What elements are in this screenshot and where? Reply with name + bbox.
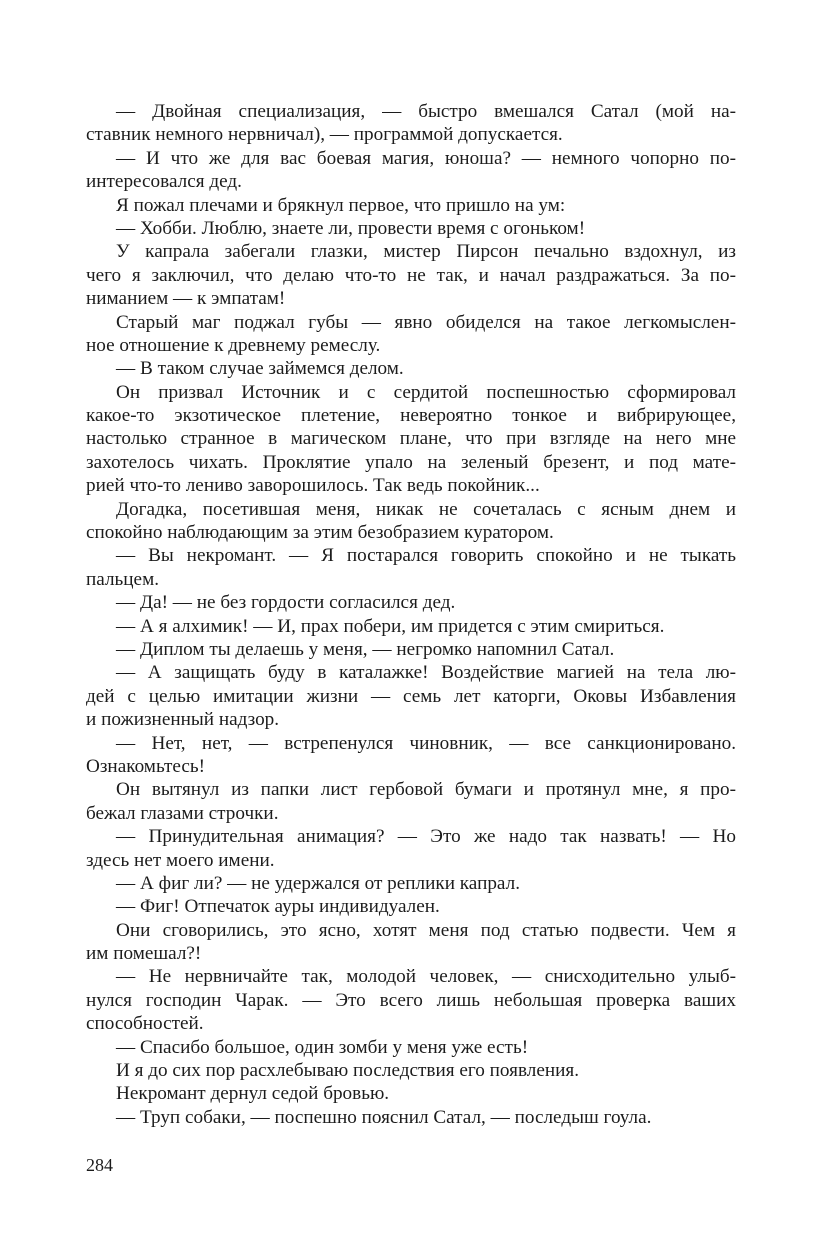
text-line: нулся господин Чарак. — Это всего лишь небольшая проверка ваших [86, 989, 736, 1011]
text-line: — Двойная специализация, — быстро вмешался Сатал (мой на- [116, 101, 736, 122]
text-line: Некромант дернул седой бровью. [116, 1083, 390, 1105]
text-line: здесь нет моего имени. [86, 849, 275, 871]
text-line: — Принудительная анимация? — Это же надо так назвать! — Но [116, 826, 736, 848]
text-line: — Хобби. Люблю, знаете ли, провести время с огоньком! [116, 217, 586, 239]
text-line: — Вы некромант. — Я постарался говорить спокойно и не тыкать [116, 545, 736, 567]
text-line: Догадка, посетившая меня, никак не сочеталась с ясным днем и [116, 498, 736, 520]
text-line: — А фиг ли? — не удержался от реплики капрал. [116, 872, 520, 894]
text-line: им помешал?! [86, 943, 202, 965]
text-line: — Спасибо большое, один зомби у меня уже есть! [116, 1036, 529, 1058]
text-line: У капрала забегали глазки, мистер Пирсон печально вздохнул, из [116, 241, 736, 263]
text-line: Ознакомьтесь! [86, 755, 205, 777]
text-line: ставник немного нервничал), — программой допускается. [86, 124, 563, 146]
text-line: — Труп собаки, — поспешно пояснил Сатал, — последыш гоула. [116, 1106, 652, 1128]
text-line: какое-то экзотическое плетение, невероятно тонкое и вибрирующее, [86, 405, 736, 427]
text-line: Старый маг поджал губы — явно обиделся на такое легкомыслен- [116, 311, 736, 333]
text-line: И я до сих пор расхлебываю последствия его появления. [116, 1060, 580, 1082]
text-line: бежал глазами строчки. [86, 802, 279, 824]
text-line: — Не нервничайте так, молодой человек, — снисходительно улыб- [116, 966, 736, 988]
text-line: дей с целью имитации жизни — семь лет каторги, Оковы Избавления [86, 685, 736, 707]
text-line: настолько странное в магическом плане, что при взгляде на него мне [86, 428, 736, 450]
text-line: Они сговорились, это ясно, хотят меня под статью подвести. Чем я [116, 919, 736, 941]
text-line: — Нет, нет, — встрепенулся чиновник, — все санкционировано. [116, 732, 736, 754]
text-line: — И что же для вас боевая магия, юноша? — немного чопорно по- [116, 147, 736, 169]
text-line: Я пожал плечами и брякнул первое, что пришло на ум: [116, 194, 566, 216]
text-line: — Диплом ты делаешь у меня, — негромко напомнил Сатал. [116, 638, 615, 660]
page-number: 284 [86, 1155, 113, 1175]
text-line: — Да! — не без гордости согласился дед. [116, 592, 456, 614]
text-line: и пожизненный надзор. [86, 709, 280, 731]
text-line: рией что-то лениво заворошилось. Так ведь покойник... [86, 475, 540, 497]
text-line: Он призвал Источник и с сердитой поспешностью сформировал [116, 381, 736, 403]
text-line: спокойно наблюдающим за этим безобразием куратором. [86, 522, 554, 544]
text-line: — В таком случае займемся делом. [116, 358, 404, 380]
text-line: пальцем. [86, 568, 160, 590]
text-line: Он вытянул из папки лист гербовой бумаги и протянул мне, я про- [116, 779, 736, 801]
text-line: — А я алхимик! — И, прах побери, им придется с этим смириться. [116, 615, 665, 637]
text-line: захотелось чихать. Проклятие упало на зеленый брезент, и под мате- [86, 451, 736, 473]
text-line: — А защищать буду в каталажке! Воздействие магией на тела лю- [116, 662, 736, 684]
text-line: чего я заключил, что делаю что-то не так, и начал раздражаться. За по- [86, 264, 736, 286]
text-line: ное отношение к древнему ремеслу. [86, 334, 381, 356]
text-line: способностей. [86, 1013, 204, 1035]
text-line: ниманием — к эмпатам! [86, 288, 286, 310]
text-line: интересовался дед. [86, 171, 242, 193]
text-line: — Фиг! Отпечаток ауры индивидуален. [116, 896, 440, 918]
body-text [86, 100, 736, 1129]
